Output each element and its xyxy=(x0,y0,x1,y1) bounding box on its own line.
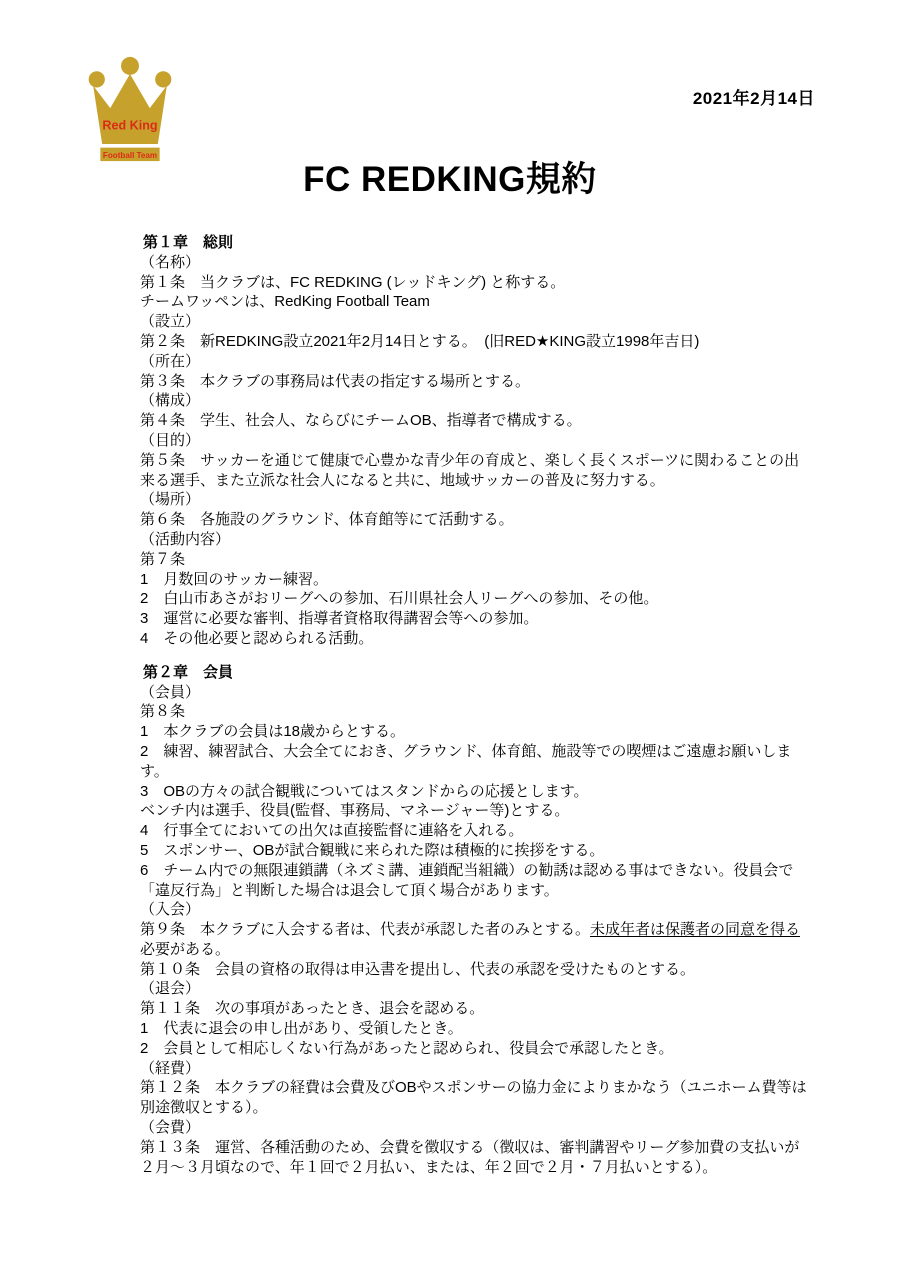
text-line: 第４条 学生、社会人、ならびにチームOB、指導者で構成する。 xyxy=(140,412,582,430)
text-line: （設立） xyxy=(140,313,201,331)
text-line: 2 会員として相応しくない行為があったと認められ、役員会で承認したとき。 xyxy=(140,1039,674,1057)
text-line: 4 行事全てにおいての出欠は直接監督に連絡を入れる。 xyxy=(140,822,524,840)
text-line: 4 その他必要と認められる活動。 xyxy=(140,629,374,647)
text-line: 1 本クラブの会員は18歳からとする。 xyxy=(140,723,406,741)
text-line: ２月～３月頃なので、年１回で２月払い、または、年２回で２月・７月払いとする）。 xyxy=(140,1158,718,1176)
text-line: ベンチ内は選手、役員(監督、事務局、マネージャー等)とする。 xyxy=(140,802,570,820)
document-date: 2021年2月14日 xyxy=(692,89,815,108)
text-line: 5 スポンサー、OBが試合観戦に来られた際は積極的に挨拶をする。 xyxy=(140,841,605,859)
text-line: 第５条 サッカーを通じて健康で心豊かな青少年の育成と、楽しく長くスポーツに関わることの出 xyxy=(140,451,800,469)
text-line: （目的） xyxy=(140,431,201,449)
text-line: 必要がある。 xyxy=(140,940,231,958)
text-line: 第１２条 本クラブの経費は会費及びOBやスポンサーの協力金によりまかなう（ユニホーム費等は xyxy=(140,1079,807,1097)
document-body xyxy=(140,233,860,1177)
text-line: （入会） xyxy=(140,901,201,919)
chapter-heading: 第１章 総則 xyxy=(143,234,234,251)
text-line: 第１条 当クラブは、FC REDKING (レッドキング) と称する。 xyxy=(140,273,566,291)
text-line: 1 月数回のサッカー練習。 xyxy=(140,570,329,588)
text-line: 第１３条 運営、各種活動のため、会費を徴収する（徴収は、審判講習やリーグ参加費の支払いが xyxy=(140,1138,800,1156)
text-line: 第６条 各施設のグラウンド、体育館等にて活動する。 xyxy=(140,511,514,529)
text-line: 3 運営に必要な審判、指導者資格取得講習会等への参加。 xyxy=(140,610,539,628)
underlined-text: 未成年者は保護者の同意を得る xyxy=(590,921,801,939)
text-line: 第２条 新REDKING設立2021年2月14日とする。 (旧RED★KING設立1998年吉日) xyxy=(140,332,700,350)
text-line: 2 練習、練習試合、大会全てにおき、グラウンド、体育館、施設等での喫煙はご遠慮お願いしま xyxy=(140,742,792,760)
text-line xyxy=(140,920,860,940)
text-line: （会員） xyxy=(140,683,201,701)
text-line: （構成） xyxy=(140,392,201,410)
text-line: （会費） xyxy=(140,1119,201,1137)
text-line: （活動内容） xyxy=(140,530,231,548)
text-line: 1 代表に退会の申し出があり、受領したとき。 xyxy=(140,1020,463,1038)
crown-icon xyxy=(84,56,176,162)
logo-team-text: Football Team xyxy=(102,150,158,160)
text-line: （所在） xyxy=(140,352,201,370)
text-line: （経費） xyxy=(140,1059,201,1077)
redking-crown-logo xyxy=(84,56,176,162)
text-line: 第３条 本クラブの事務局は代表の指定する場所とする。 xyxy=(140,372,531,390)
text-line: （退会） xyxy=(140,980,201,998)
text-line: す。 xyxy=(140,762,169,780)
text-line: 来る選手、また立派な社会人になると共に、地域サッカーの普及に努力する。 xyxy=(140,471,665,489)
text-line: （名称） xyxy=(140,253,201,271)
text-line: 第７条 xyxy=(140,550,186,568)
text-line: 第１０条 会員の資格の取得は申込書を提出し、代表の承認を受けたものとする。 xyxy=(140,960,696,978)
text-line: 6 チーム内での無限連鎖講（ネズミ講、連鎖配当組織）の勧誘は認める事はできない。役員会で xyxy=(140,861,794,879)
page-title: FC REDKING規約 xyxy=(303,160,597,199)
text-line: 「違反行為」と判断した場合は退会して頂く場合があります。 xyxy=(140,881,559,899)
text-line: （場所） xyxy=(140,491,201,509)
text-line: 別途徴収とする）。 xyxy=(140,1099,268,1117)
text-segment: 第９条 本クラブに入会する者は、代表が承認した者のみとする。 xyxy=(140,921,591,939)
text-line: チームワッペンは、RedKing Football Team xyxy=(140,293,430,311)
text-line: 第１１条 次の事項があったとき、退会を認める。 xyxy=(140,1000,485,1018)
text-line: 2 白山市あさがおリーグへの参加、石川県社会人リーグへの参加、その他。 xyxy=(140,590,659,608)
logo-name-text: Red King xyxy=(102,118,158,133)
chapter-heading: 第２章 会員 xyxy=(143,663,234,681)
text-line: 第８条 xyxy=(140,703,186,721)
text-line: 3 OBの方々の試合観戦についてはスタンドからの応援とします。 xyxy=(140,782,589,800)
